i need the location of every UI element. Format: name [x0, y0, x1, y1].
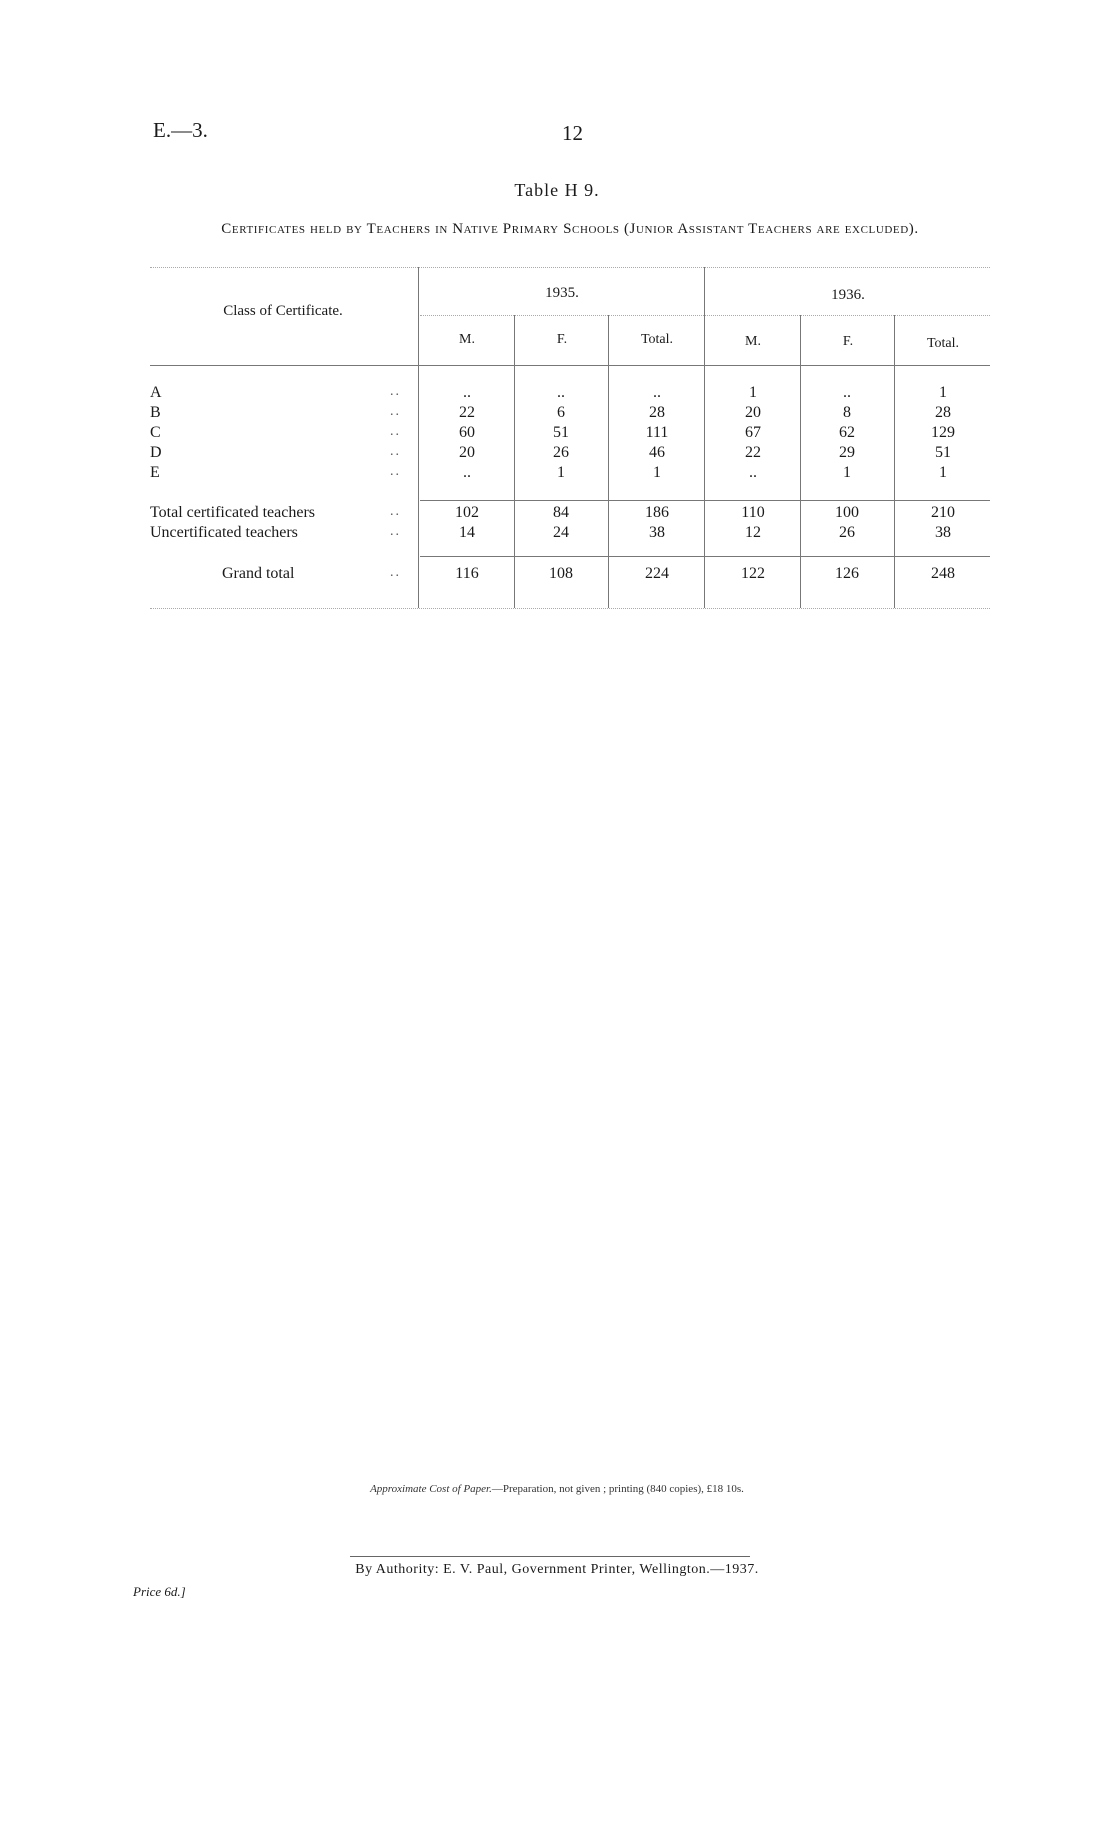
row-label: A	[150, 384, 162, 401]
row-label: B	[150, 404, 161, 421]
cell-1935-m: 102	[455, 504, 479, 521]
cell-1935-f: 84	[553, 504, 569, 521]
cell-1935-f: 108	[549, 565, 573, 582]
cell-1936-m: 110	[741, 504, 765, 521]
totals-top-rule	[420, 500, 990, 501]
cell-1935-total: 111	[645, 424, 669, 441]
cell-1935-m: ..	[463, 464, 471, 481]
row-label: E	[150, 464, 160, 481]
cell-1935-m: 20	[459, 444, 475, 461]
row-label: Uncertificated teachers	[150, 524, 298, 541]
leader-dots: ..	[390, 565, 401, 580]
row-label: C	[150, 424, 161, 441]
cell-1935-total: ..	[653, 384, 661, 401]
cell-1936-m: 122	[741, 565, 765, 582]
cell-1935-m: 116	[455, 565, 479, 582]
table-row-total-certificated	[0, 504, 1114, 524]
leader-dots: ..	[390, 404, 401, 419]
table-row	[0, 444, 1114, 464]
cell-1936-m: 22	[745, 444, 761, 461]
cell-1935-total: 186	[645, 504, 669, 521]
header-bottom-rule	[150, 365, 990, 366]
table-row-uncertificated	[0, 524, 1114, 544]
cell-1936-m: ..	[749, 464, 757, 481]
cell-1936-total: 28	[935, 404, 951, 421]
col-header-1935-f: F.	[556, 332, 568, 347]
cell-1936-total: 210	[931, 504, 955, 521]
cell-1935-m: ..	[463, 384, 471, 401]
table-top-rule	[150, 267, 990, 268]
cell-1936-total: 38	[935, 524, 951, 541]
row-label: Grand total	[222, 565, 295, 582]
leader-dots: ..	[390, 384, 401, 399]
leader-dots: ..	[390, 464, 401, 479]
cell-1935-f: ..	[557, 384, 565, 401]
col-header-1936-m: M.	[745, 334, 761, 349]
footer-rule	[350, 1556, 750, 1557]
cell-1936-f: 26	[839, 524, 855, 541]
cell-1936-m: 12	[745, 524, 761, 541]
cost-note	[0, 1483, 1114, 1495]
year-divider-rule	[420, 315, 990, 316]
cell-1935-f: 24	[553, 524, 569, 541]
cell-1935-total: 38	[649, 524, 665, 541]
leader-dots: ..	[390, 504, 401, 519]
leader-dots: ..	[390, 424, 401, 439]
cost-note-text: —Preparation, not given ; printing (840 copies), £18 10s.	[491, 1483, 744, 1495]
cell-1935-total: 1	[653, 464, 661, 481]
page-number: 12	[562, 121, 583, 145]
col-header-1936-total: Total.	[926, 336, 960, 351]
stub-header: Class of Certificate.	[223, 303, 343, 319]
cell-1935-m: 22	[459, 404, 475, 421]
cell-1936-f: 1	[843, 464, 851, 481]
cell-1936-f: 62	[839, 424, 855, 441]
cell-1935-f: 51	[553, 424, 569, 441]
leader-dots: ..	[390, 444, 401, 459]
cell-1935-f: 6	[557, 404, 565, 421]
cell-1936-f: ..	[843, 384, 851, 401]
price: Price 6d.]	[133, 1584, 186, 1599]
row-label: Total certificated teachers	[150, 504, 315, 521]
cell-1935-m: 60	[459, 424, 475, 441]
cell-1936-total: 51	[935, 444, 951, 461]
cell-1936-m: 67	[745, 424, 761, 441]
cell-1935-total: 224	[645, 565, 669, 582]
cell-1935-total: 46	[649, 444, 665, 461]
cell-1935-f: 1	[557, 464, 565, 481]
table-row	[0, 464, 1114, 484]
col-header-1935-total: Total.	[640, 332, 674, 347]
cell-1936-f: 29	[839, 444, 855, 461]
cell-1936-total: 1	[939, 384, 947, 401]
document-code: E.—3.	[153, 118, 208, 142]
cell-1935-total: 28	[649, 404, 665, 421]
cell-1935-f: 26	[553, 444, 569, 461]
table-caption: Certificates held by Teachers in Native Primary Schools (Junior Assistant Teachers are excluded).	[221, 221, 919, 237]
col-header-1935-m: M.	[459, 332, 475, 347]
cell-1936-m: 20	[745, 404, 761, 421]
cell-1936-f: 8	[843, 404, 851, 421]
table-row-grand-total	[0, 565, 1114, 585]
printer-authority: By Authority: E. V. Paul, Government Printer, Wellington.—1937.	[355, 1562, 759, 1577]
table-row	[0, 424, 1114, 444]
cost-note-label: Approximate Cost of Paper.	[370, 1483, 492, 1495]
cell-1936-total: 1	[939, 464, 947, 481]
cell-1935-m: 14	[459, 524, 475, 541]
table-title: Table H 9.	[514, 180, 600, 200]
cell-1936-total: 129	[931, 424, 955, 441]
table-row	[0, 384, 1114, 404]
table-row	[0, 404, 1114, 424]
grand-total-top-rule	[420, 556, 990, 557]
cell-1936-m: 1	[749, 384, 757, 401]
row-label: D	[150, 444, 162, 461]
year-header-1936: 1936.	[831, 287, 865, 303]
year-header-1935: 1935.	[545, 285, 579, 301]
col-header-1936-f: F.	[842, 334, 854, 349]
cell-1936-f: 126	[835, 565, 859, 582]
cell-1936-f: 100	[835, 504, 859, 521]
table-bottom-rule	[150, 608, 990, 609]
leader-dots: ..	[390, 524, 401, 539]
cell-1936-total: 248	[931, 565, 955, 582]
